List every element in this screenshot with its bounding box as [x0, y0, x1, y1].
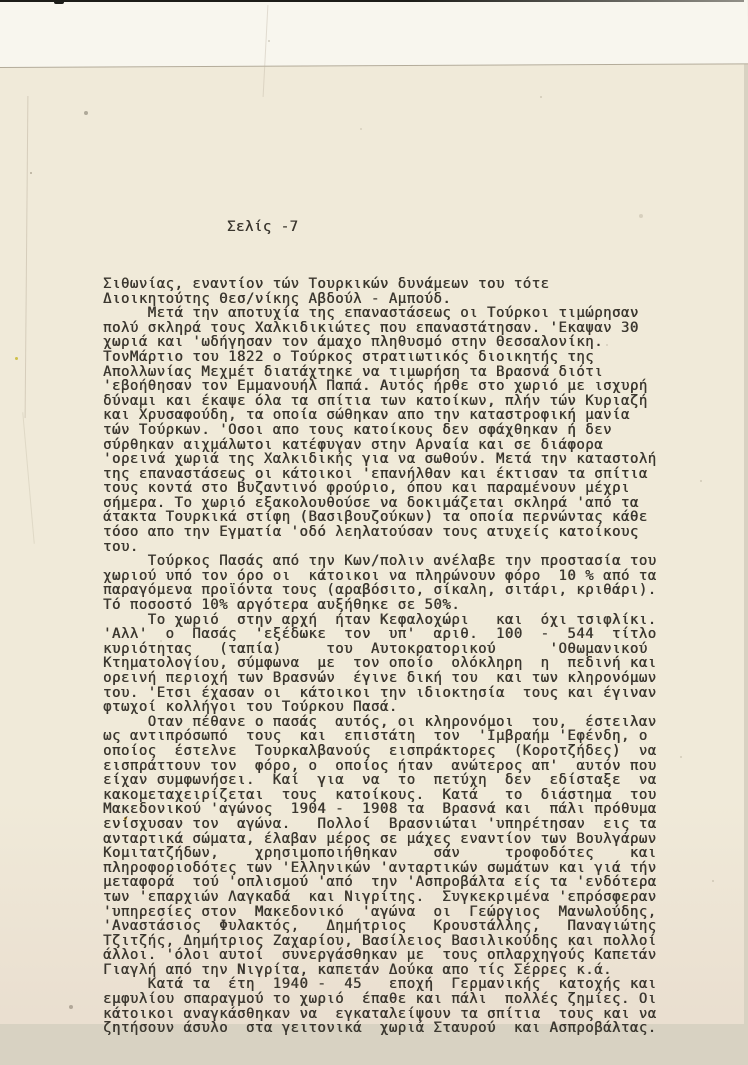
text-line: ανταρτικά σώματα, έλαβαν μέρος σε μάχες εναντίον των Βουλγάρων [103, 830, 657, 847]
paper-crease [22, 412, 35, 544]
text-line: Οταν πέθανε ο πασάς αυτός, οι κληρονόμοι του, έστειλαν [103, 713, 657, 730]
text-line: τών Τούρκων. 'Οσοι απο τους κατοίκους δεν σφάχθηκαν ή δεν [103, 421, 612, 438]
text-line: είχαν συμφωνήσει. Καί για να το πετύχη δεν εδίσταξε να [103, 772, 657, 789]
text-line: πληροφοριοδότες των 'Ελληνικών 'ανταρτικών σωμάτων και γιά τήν [103, 859, 657, 876]
text-line: 'εβοήθησαν τον Εμμανουήλ Παπά. Αυτός ήρθε στο χωριό με ισχυρή [103, 378, 648, 395]
text-line: Γιαγλή από την Νιγρίτα, καπετάν Δούκα απο τίς Σέρρες κ.ά. [103, 961, 612, 978]
text-line: ορεινή περιοχή των Βρασνών έγινε δική του και των κληρονόμων [103, 670, 657, 686]
text-line: Κομιτατζήδων, χρησιμοποιήθηκαν σάν τροφοδότες και [103, 845, 657, 862]
text-line: Μακεδονικού 'αγώνος 1904 - 1908 τα Βρασνά και πάλι πρόθυμα [103, 801, 657, 818]
text-line: φτωχοί κολλήγοι του Τούρκου Πασά. [103, 699, 398, 716]
text-line: Τζιτζής, Δημήτριος Ζαχαρίου, Βασίλειος Βασιλικούδης και πολλοί [103, 932, 657, 949]
text-line: χωριού υπό τον όρο οι κάτοικοι να πληρώνουν φόρο 10 % από τα [103, 567, 657, 584]
text-line: σήμερα. Το χωριό εξακολουθούσε να δοκιμάζεται σκληρά 'από τα [103, 494, 639, 511]
text-line: Κτηματολογίου, σύμφωνα με τον οποίο ολόκληρη η πεδινή και [103, 655, 657, 672]
text-line: Τούρκος Πασάς από την Κων/πολιν ανέλαβε την προστασία του [103, 553, 657, 570]
text-line: Τό ποσοστό 10% αργότερα αυξήθηκε σε 50%. [103, 597, 461, 614]
document-text [103, 191, 657, 1065]
text-line: οποίος έστελνε Τουρκαλβανούς εισπράκτορες (Κοροτζήδες) να [103, 742, 657, 759]
text-line: 'Αναστάσιος Φυλακτός, Δημήτριος Κρουστάλλης, Παναγιώτης [103, 918, 657, 935]
text-line: χωριά και 'ωδήγησαν τον άμαχο πληθυσμό στην Θεσσαλονίκη. [103, 334, 604, 351]
paper-speck-amber [0, 0, 3, 3]
text-line: ενίσχυσαν τον αγώνα. Πολλοί Βρασνιώται 'υπηρέτησαν εις τα [103, 815, 657, 832]
text-line: τους κοντά στο Βυζαντινό φρούριο, όπου και παραμένουν μέχρι [103, 480, 630, 497]
paper-crease [25, 96, 29, 418]
text-line: της επαναστάσεως οι κάτοικοι 'επανήλθαν και έκτισαν τα σπίτια [103, 465, 648, 482]
text-line: και Χρυσαφούδη, τα οποία σώθηκαν απο την καταστροφική μανία [103, 407, 630, 424]
document-body [103, 277, 657, 1036]
text-line: άλλοι. 'όλοι αυτοί συνεργάσθηκαν με τους οπλαρχηγούς Καπετάν [103, 947, 657, 964]
text-line: εισπράττουν τον φόρο, ο οποίος ήταν ανώτερος απ' αυτόν που [103, 757, 657, 774]
scan-top-margin [0, 0, 748, 68]
text-line: Μετά την αποτυχία της επαναστάσεως οι Τούρκοι τιμώρησαν [103, 305, 639, 322]
text-line: μεταφορά τού 'οπλισμού 'από την 'Ασπροβάλτα είς τα 'ενδότερα [103, 874, 657, 891]
page-number: Σελίς -7 [227, 219, 299, 236]
text-line: πολύ σκληρά τους Χαλκιδικιώτες που επαναστάτησαν. 'Εκαψαν 30 [103, 319, 639, 336]
text-line: κυριότητας (ταπία) του Αυτοκρατορικού 'Οθωμανικού [103, 640, 648, 657]
text-line: παραγόμενα προϊόντα τους (αραβόσιτο, σίκαλη, σιτάρι, κριθάρι). [103, 582, 657, 599]
text-line: 'ορεινά χωριά της Χαλκιδικής για να σωθούν. Μετά την καταστολή [103, 451, 657, 468]
text-line: Απολλωνίας Μεχμέτ διατάχτηκε να τιμωρήση τα Βρασνά διότι [103, 363, 604, 380]
scan-top-edge-bar [0, 0, 744, 2]
text-line: κάτοικοι αναγκάσθηκαν να εγκαταλείψουν τα σπίτια τους και να [103, 1005, 657, 1022]
text-line: εμφυλίου σπαραγμού το χωριό έπαθε και πάλι πολλές ζημίες. Οι [103, 991, 657, 1008]
text-line: τόσο απο την Εγματία 'οδό λεηλατούσαν τους ατυχείς κατοίκους [103, 524, 639, 541]
text-line: Διοικητούτης Θεσ/νίκης Αβδούλ - Αμπούδ. [103, 290, 452, 307]
text-line: άτακτα Τουρκικά στίφη (Βασιβουζούκων) τα οποία περνώντας κάθε [103, 509, 648, 526]
text-line: του. [103, 538, 139, 555]
text-line: ως αντιπρόσωπό τους και επιστάτη τον 'Ιμβραήμ 'Εφένδη, ο [103, 728, 648, 745]
text-line: σύρθηκαν αιχμάλωτοι κατέφυγαν στην Αρναία και σε διάφορα [103, 436, 604, 453]
scan-top-edge-blob [54, 0, 64, 4]
text-line: Κατά τα έτη 1940 - 45 εποχή Γερμανικής κατοχής και [103, 976, 657, 993]
text-line: ΤονΜάρτιο του 1822 ο Τούρκος στρατιωτικός διοικητής της [103, 348, 595, 365]
text-line: Σιθωνίας, εναντίον τών Τουρκικών δυνάμεων του τότε [103, 275, 550, 292]
text-line: ζητήσουν άσυλο στα γειτονικά χωριά Σταυρού και Ασπροβάλτας. [103, 1020, 657, 1037]
text-line: του. 'Ετσι έχασαν οι κάτοικοι την ιδιοκτησία τους και έγιναν [103, 684, 657, 701]
text-line: των 'επαρχιών Λαγκαδά και Νιγρίτης. Συγκεκριμένα 'επρόσφεραν [103, 888, 657, 905]
text-line: 'Αλλ' ο Πασάς 'εξέδωκε τον υπ' αριθ. 100 - 544 τίτλο [103, 626, 657, 643]
text-line: 'υπηρεσίες στον Μακεδονικό 'αγώνα οι Γεώργιος Μανωλούδης, [103, 903, 657, 920]
text-line: κακομεταχειρίζεται τους κατοίκους. Κατά το διάστημα του [103, 786, 657, 803]
text-line: δύναμι και έκαψε όλα τα σπίτια των κατοίκων, πλήν τών Κυριαζή [103, 392, 648, 409]
text-line: Το χωριό στην αρχή ήταν Κεφαλοχώρι και όχι τσιφλίκι. [103, 611, 657, 628]
